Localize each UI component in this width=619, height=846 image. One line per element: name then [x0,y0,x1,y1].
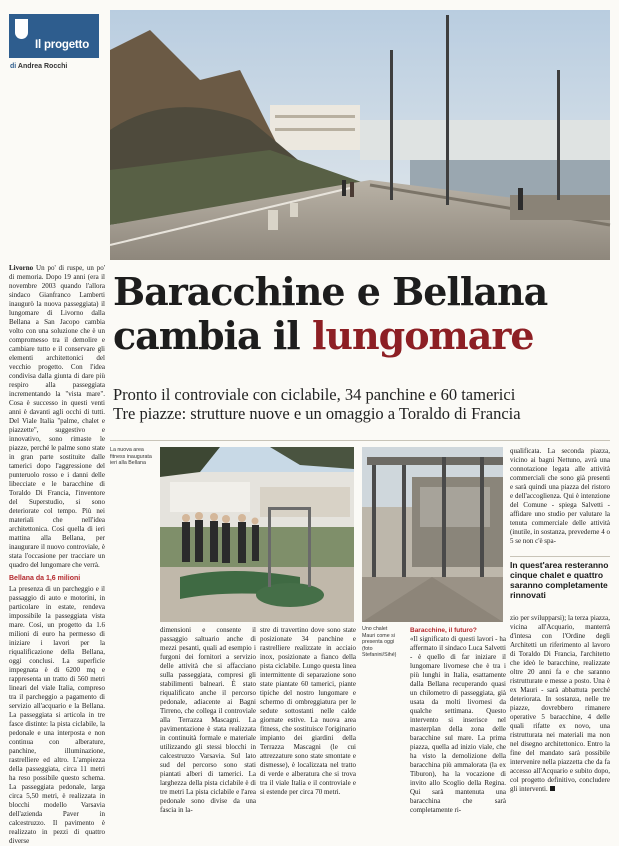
pull-quote: In quest'area resteranno cinque chalet e quattro saranno completamente rinnovati [510,560,609,600]
photo-caption-fitness: La nuova area fitness inaugurata ieri alla Bellana [110,447,152,467]
section-kicker-label: Il progetto [35,39,90,51]
headline-line-2: cambia il lungomare [113,313,534,358]
body-column-3 [410,626,506,814]
author-name: Andrea Rocchi [17,63,68,70]
end-of-article-icon [550,786,555,791]
kicker-logo-icon [15,19,28,39]
deck-line-1: Pronto il controviale con ciclabile, 34 panchine e 60 tamerici [113,385,516,404]
left-para-2: La presenza di un parcheggio e il passaggio di auto e motorini, in particolare in estate, rendeva impossibile la passeggiata vista mare. Così, un progetto da 1.6 milioni di euro ha permesso di iniziare i lavori per la riqualificazione della Bellana, oggi conclusi. La superficie impegnata è di 6200 mq e rappresenta un tratto di 560 metri lineari del viale Italia, compreso tra il parcheggio a pagamento di servizio all'acquario e la Bellana. La passeggiata si articola in tre fasce distinte: la pista ciclabile, la pedonale e una interposta e non continua con alberature, panchine, illuminazione, rastrelliere ed altro. L'ampiezza della passeggiata, circa 11 metri ha reso possibile questo schema. La passeggiata pedonale, larga circa 5,50 metri, è realizzata in blocchi modello Varsavia dell'azienda Paver in calcestruzzo. Il pavimento è realizzato in pezzi di quattro diverse [9,585,105,845]
deck [113,385,613,423]
headline-line-1: Baracchine e Bellana [113,269,548,314]
col3-subhead: Baracchine, il futuro? [410,627,477,634]
headline-highlight: lungomare [311,313,534,358]
body-column-2: stre di travertino dove sono state posizionate 34 panchine e rastrelliere realizzate in acciaio inox, posizionate a fianco della pista ciclabile. Lungo questa linea intermittente di separazione sono state piantate 60 tamerici, piante tipiche del nostro lungomare e schermo di ombreggiatura per le sedute sottostanti nelle calde giornate estive. La nuova area fitness, che sostituisce l'originario impianto dei giardini della Terrazza Mascagni (le cui attrezzature sono state smontate e dismesse), è localizzata nel tratto di verde e alberatura che si trova tra il viale Italia e il controviale e si estende per circa 70 metri. [260,626,356,796]
col3-text: «Il significato di questi lavori - ha affermato il sindaco Luca Salvetti - è quello di far iniziare il lungomare livornese che è tra i più lunghi in Italia, esattamente dalla Bellana recuperando quasi un chilometro di passeggiata, già usata da molti livornesi da qualche settimana. Questo intervento si inserisce nel masterplan della zona delle baracchine sul mare. La prima piazza, quella ad inizio viale, che ha visto la demolizione della baracchina più ammalorata (la ex Tiburon), ha la vocazione di invito allo Scoglio della Regina. Qui sarà mantenuta una baracchina che sarà completamente ri- [410,635,506,814]
left-column [9,264,105,845]
left-para-1: Un po' di ruspe, un po' di memoria. Dopo 19 anni (era il novembre 2003 quando l'allora sindaco Gianfranco Lamberti inaugurò la nuova passeggiata) il lungomare di Livorno dalla Bellana a San Jacopo cambia volto con una soluzione che è un compromesso tra il demolire e cambiare tutto e il conservare gli elementi architettonici del vecchio progetto. Con l'idea condivisa dalla giunta di dare più respiro alla passeggiata incrementando la "vista mare". Cosa è successo in questi venti anni è davanti agli occhi di tutti. Del Viale Italia "palme, chalet e piazzette", suggestivo e innovativo, sono rimaste le piazze, perché le palme sono state in gran parte sostituite dalle tamerici dopo l'aggressione del punteruolo rosso e i danni delle libecciate e le baracchine di Toraldo Di Francia, l'inventore del Superstudio, si sono deteriorate col tempo. Più nei materiali che nell'idea architettonica. Così quella di ieri mattina alla Bellana, per inaugurare il nuovo controviale, è stata l'occasione per tracciare un quadro del lungomare che verrà. [9,264,105,569]
right-column-top: qualificata. La seconda piazza, vicino ai bagni Nettuno, avrà una connotazione legata alle attività commerciali che sono già presenti e sarà quindi una piazza del ristoro e dell'accoglienza. Qui è intenzione del Comune - spiega Salvetti - affidare uno studio per valutare la tenuta commerciale delle attività (inutile, in sostanza, prevederne 4 o 5 se non c'è spa- [510,447,610,545]
chalet-photo [362,447,503,622]
deck-line-2: Tre piazze: strutture nuove e un omaggio a Toraldo di Francia [113,404,521,423]
divider [110,440,610,441]
byline: di Andrea Rocchi [10,63,68,70]
right-column-bottom: zio per svilupparsi); la terza piazza, vicina all'Acquario, manterrà d'intesa con l'Ordine degli Architetti un riferimento al lavoro di Toraldo Di Francia, l'architetto che ideò le baracchine, realizzate oltre 20 anni fa e che saranno ristrutturate e messe a posto. Una è ex Mauri - sarà abbattuta perché deteriorata. In sostanza, nelle tre piazze, dovrebbero rimanere operative 5 baracchine, 4 delle quali rifatte ex novo, una ristrutturata nei materiali ma non nel disegno architettonico. Entro la fine del mandato sarà possibile intervenire nella piazzetta che da fa accesso all'Acquario e subito dopo, col progetto definitivo, concludere gli interventi. [510,614,610,793]
section-kicker [9,14,99,58]
fitness-area-photo [160,447,354,622]
main-photo [110,10,610,260]
dateline: Livorno [9,264,34,272]
body-column-1: dimensioni e consente il passaggio saltuario anche di mezzi pesanti, quali ad esempio i furgoni dei fornitori a servizio delle attività che si affacciano sulla passeggiata, compresi gli stabilimenti balneari. È stato riqualificato anche il percorso pedonale, adiacente ai Bagni Tirreno, che collega il controviale alla Terrazza Mascagni. La pavimentazione è stata realizzata in continuità formale e materiale utilizzando gli stessi blocchi in calcestruzzo Varsavia. Sul lato sud del percorso sono stati piantati alberi di tamerici. La larghezza della pista ciclabile è di tre metri La pista ciclabile e l'area pedonale sono divise da una fascia in la- [160,626,256,814]
left-subhead: Bellana da 1,6 milioni [9,575,81,582]
boxout-rule [510,556,610,557]
photo-caption-chalet: Uno chalet Mauri come si presenta oggi (foto Stefanini/Sihé) [362,626,397,659]
headline [113,270,613,358]
